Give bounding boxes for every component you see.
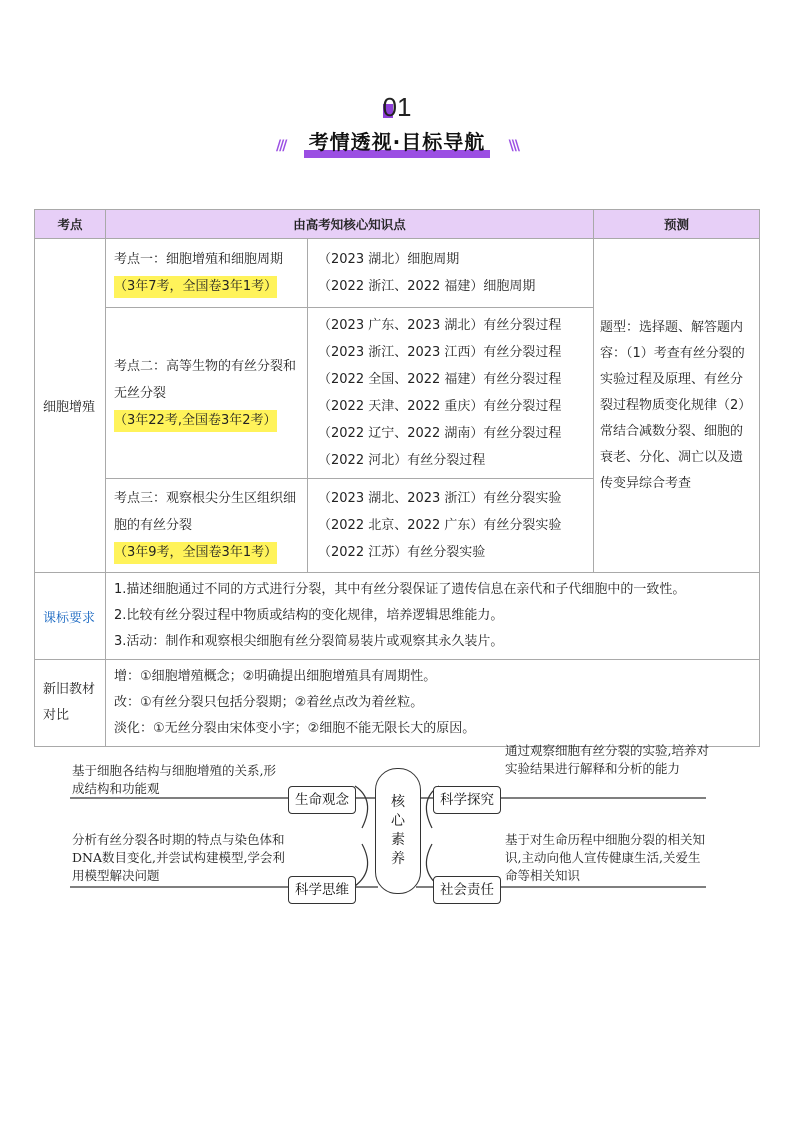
source-item: （2022 辽宁、2022 湖南）有丝分裂过程 [318, 426, 562, 441]
header-prediction: 预测 [594, 210, 760, 239]
exam-frequency-highlight: （3年9考，全国卷3年1考） [114, 542, 277, 564]
knowledge-point-name: 考点二：高等生物的有丝分裂和无丝分裂 [114, 358, 297, 401]
quadrant-label-life-concept: 生命观念 [288, 786, 356, 814]
table-row [35, 239, 760, 308]
quadrant-text-social-responsibility: 基于对生命历程中细胞分裂的相关知识,主动向他人宣传健康生活,关爱生命等相关知识 [505, 832, 706, 883]
connector-arc [355, 844, 368, 886]
source-item: （2023 湖北、2023 浙江）有丝分裂实验 [318, 491, 562, 506]
source-item: （2023 湖北）细胞周期 [318, 252, 460, 267]
header-topic: 考点 [35, 210, 106, 239]
curriculum-requirements [106, 573, 760, 660]
quadrant-text-science-inquiry: 通过观察细胞有丝分裂的实验,培养对实验结果进行解释和分析的能力 [505, 743, 709, 776]
quadrant-label-social-responsibility: 社会责任 [433, 876, 501, 904]
source-item: （2022 天津、2022 重庆）有丝分裂过程 [318, 399, 562, 414]
curriculum-item: 2.比较有丝分裂过程中物质或结构的变化规律，培养逻辑思维能力。 [114, 608, 504, 623]
quadrant-text-life-concept: 基于细胞各结构与细胞增殖的关系,形成结构和功能观 [72, 763, 276, 796]
table-row [35, 573, 760, 660]
curriculum-item: 3.活动：制作和观察根尖细胞有丝分裂简易装片或观察其永久装片。 [114, 634, 504, 649]
source-list-3 [308, 479, 594, 573]
knowledge-point-3 [106, 479, 308, 573]
section-title: 考情透视·目标导航 [308, 130, 486, 154]
source-item: （2023 广东、2023 湖北）有丝分裂过程 [318, 318, 562, 333]
topic-cell: 细胞增殖 [35, 239, 106, 573]
quadrant-label-science-inquiry: 科学探究 [433, 786, 501, 814]
table-header-row [35, 210, 760, 239]
textbook-item: 增：①细胞增殖概念；②明确提出细胞增殖具有周期性。 [114, 669, 437, 684]
source-item: （2022 江苏）有丝分裂实验 [318, 545, 486, 560]
knowledge-point-name: 考点一：细胞增殖和细胞周期 [114, 252, 284, 267]
connector-arc [355, 786, 368, 828]
source-item: （2022 北京、2022 广东）有丝分裂实验 [318, 518, 562, 533]
source-item: （2022 全国、2022 福建）有丝分裂过程 [318, 372, 562, 387]
header-knowledge: 由高考知核心知识点 [106, 210, 594, 239]
left-slash-decoration: /// [276, 138, 286, 154]
exam-frequency-highlight: （3年7考，全国卷3年1考） [114, 276, 277, 298]
core-literacy-diagram [0, 730, 794, 910]
exam-analysis-table [34, 209, 760, 747]
quadrant-label-science-thinking: 科学思维 [288, 876, 356, 904]
knowledge-point-2 [106, 308, 308, 479]
knowledge-point-1 [106, 239, 308, 308]
curriculum-label: 课标要求 [35, 573, 106, 660]
core-literacy-center [375, 768, 421, 894]
core-literacy-label: 核心素养 [391, 794, 405, 867]
quadrant-text-science-thinking: 分析有丝分裂各时期的特点与染色体和DNA数目变化,并尝试构建模型,学会利用模型解决问题 [72, 832, 285, 883]
section-number: 01 [382, 92, 412, 122]
source-item: （2023 浙江、2023 江西）有丝分裂过程 [318, 345, 562, 360]
prediction-cell: 题型：选择题、解答题内容：（1）考查有丝分裂的实验过程及原理、有丝分裂过程物质变化规律（2）常结合减数分裂、细胞的衰老、分化、凋亡以及遗传变异综合考查 [594, 239, 760, 573]
knowledge-point-name: 考点三：观察根尖分生区组织细胞的有丝分裂 [114, 491, 297, 533]
right-slash-decoration: \\\ [508, 138, 518, 154]
source-item: （2022 河北）有丝分裂过程 [318, 453, 486, 468]
curriculum-item: 1.描述细胞通过不同的方式进行分裂，其中有丝分裂保证了遗传信息在亲代和子代细胞中的一致性。 [114, 582, 686, 597]
exam-frequency-highlight: （3年22考,全国卷3年2考） [114, 410, 277, 432]
source-list-1 [308, 239, 594, 308]
source-item: （2022 浙江、2022 福建）细胞周期 [318, 279, 536, 294]
textbook-item: 改：①有丝分裂只包括分裂期；②着丝点改为着丝粒。 [114, 695, 424, 710]
textbook-item: 淡化：①无丝分裂由宋体变小字；②细胞不能无限长大的原因。 [114, 721, 476, 736]
textbook-label: 新旧教材对比 [35, 660, 106, 747]
section-title-banner [276, 126, 518, 160]
source-list-2 [308, 308, 594, 479]
